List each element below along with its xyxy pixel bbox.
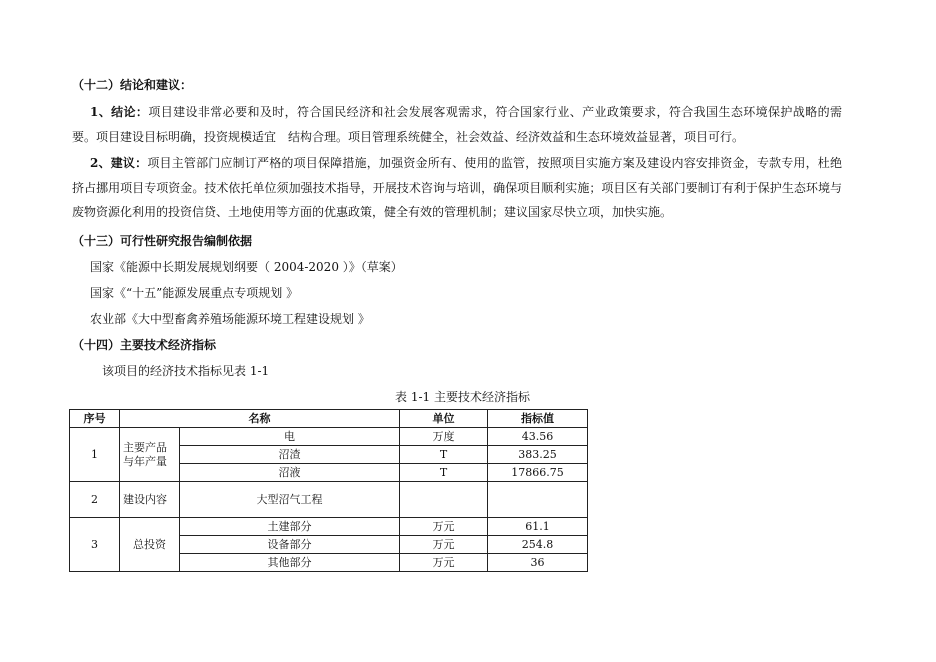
header-value: 指标值 <box>488 410 588 428</box>
unit-cell: T <box>400 446 488 464</box>
suggestion-label: 2、建议： <box>90 156 148 170</box>
value-cell: 61.1 <box>488 518 588 536</box>
table-header-row <box>70 410 588 428</box>
header-unit: 单位 <box>400 410 488 428</box>
basis-item-3: 农业部《大中型畜禽养殖场能源环境工程建设规划 》 <box>90 312 370 326</box>
table-row <box>70 518 588 536</box>
value-cell: 383.25 <box>488 446 588 464</box>
unit-cell: 万元 <box>400 554 488 572</box>
conclusion-text: 项目建设非常必要和及时，符合国民经济和社会发展客观需求，符合国家行业、产业政策要求，符合我国生态环境保护战略的需要。项目建设目标明确，投资规模适宜 结构合理。项目管理系统健全，社会效益、经济效益和生态环境效益显著，项目可行。 <box>72 105 842 144</box>
item-cell: 设备部分 <box>180 536 400 554</box>
conclusion-paragraph <box>72 100 842 149</box>
group-2-name: 建设内容 <box>120 482 180 518</box>
item-cell: 沼液 <box>180 464 400 482</box>
value-cell <box>488 482 588 518</box>
conclusion-label: 1、结论： <box>90 105 149 119</box>
unit-cell: 万度 <box>400 428 488 446</box>
item-cell: 电 <box>180 428 400 446</box>
header-name: 名称 <box>120 410 400 428</box>
table-row <box>70 482 588 518</box>
unit-cell: T <box>400 464 488 482</box>
table-intro: 该项目的经济技术指标见表 1-1 <box>102 364 270 378</box>
group-3-name: 总投资 <box>120 518 180 572</box>
group-1-name: 主要产品与年产量 <box>120 428 180 482</box>
header-no: 序号 <box>70 410 120 428</box>
basis-item-2: 国家《“十五”能源发展重点专项规划 》 <box>90 286 299 300</box>
section-12-heading: （十二）结论和建议： <box>72 78 193 92</box>
value-cell: 17866.75 <box>488 464 588 482</box>
item-cell: 土建部分 <box>180 518 400 536</box>
group-3-no: 3 <box>70 518 120 572</box>
value-cell: 254.8 <box>488 536 588 554</box>
group-1-no: 1 <box>70 428 120 482</box>
unit-cell <box>400 482 488 518</box>
basis-item-1: 国家《能源中长期发展规划纲要（ 2004-2020 ）》（草案） <box>90 260 403 274</box>
group-2-no: 2 <box>70 482 120 518</box>
suggestion-text: 项目主管部门应制订严格的项目保障措施，加强资金所有、使用的监管，按照项目实施方案及建设内容安排资金，专款专用，杜绝挤占挪用项目专项资金。技术依托单位须加强技术指导，开展技术咨询与培训，确保项目顺利实施；项目区有关部门要制订有利于保护生态环境与废物资源化利用的投资信贷、土地使用等方面的优惠政策，健全有效的管理机制；建议国家尽快立项，加快实施。 <box>72 156 842 219</box>
value-cell: 43.56 <box>488 428 588 446</box>
value-cell: 36 <box>488 554 588 572</box>
item-cell: 其他部分 <box>180 554 400 572</box>
indicators-table <box>69 409 588 572</box>
section-14-heading: （十四）主要技术经济指标 <box>72 338 217 352</box>
item-cell: 大型沼气工程 <box>180 482 400 518</box>
suggestion-paragraph <box>72 151 842 225</box>
item-cell: 沼渣 <box>180 446 400 464</box>
table-caption: 表 1-1 主要技术经济指标 <box>395 390 530 404</box>
section-13-heading: （十三）可行性研究报告编制依据 <box>72 234 253 248</box>
table-row <box>70 428 588 446</box>
unit-cell: 万元 <box>400 536 488 554</box>
unit-cell: 万元 <box>400 518 488 536</box>
